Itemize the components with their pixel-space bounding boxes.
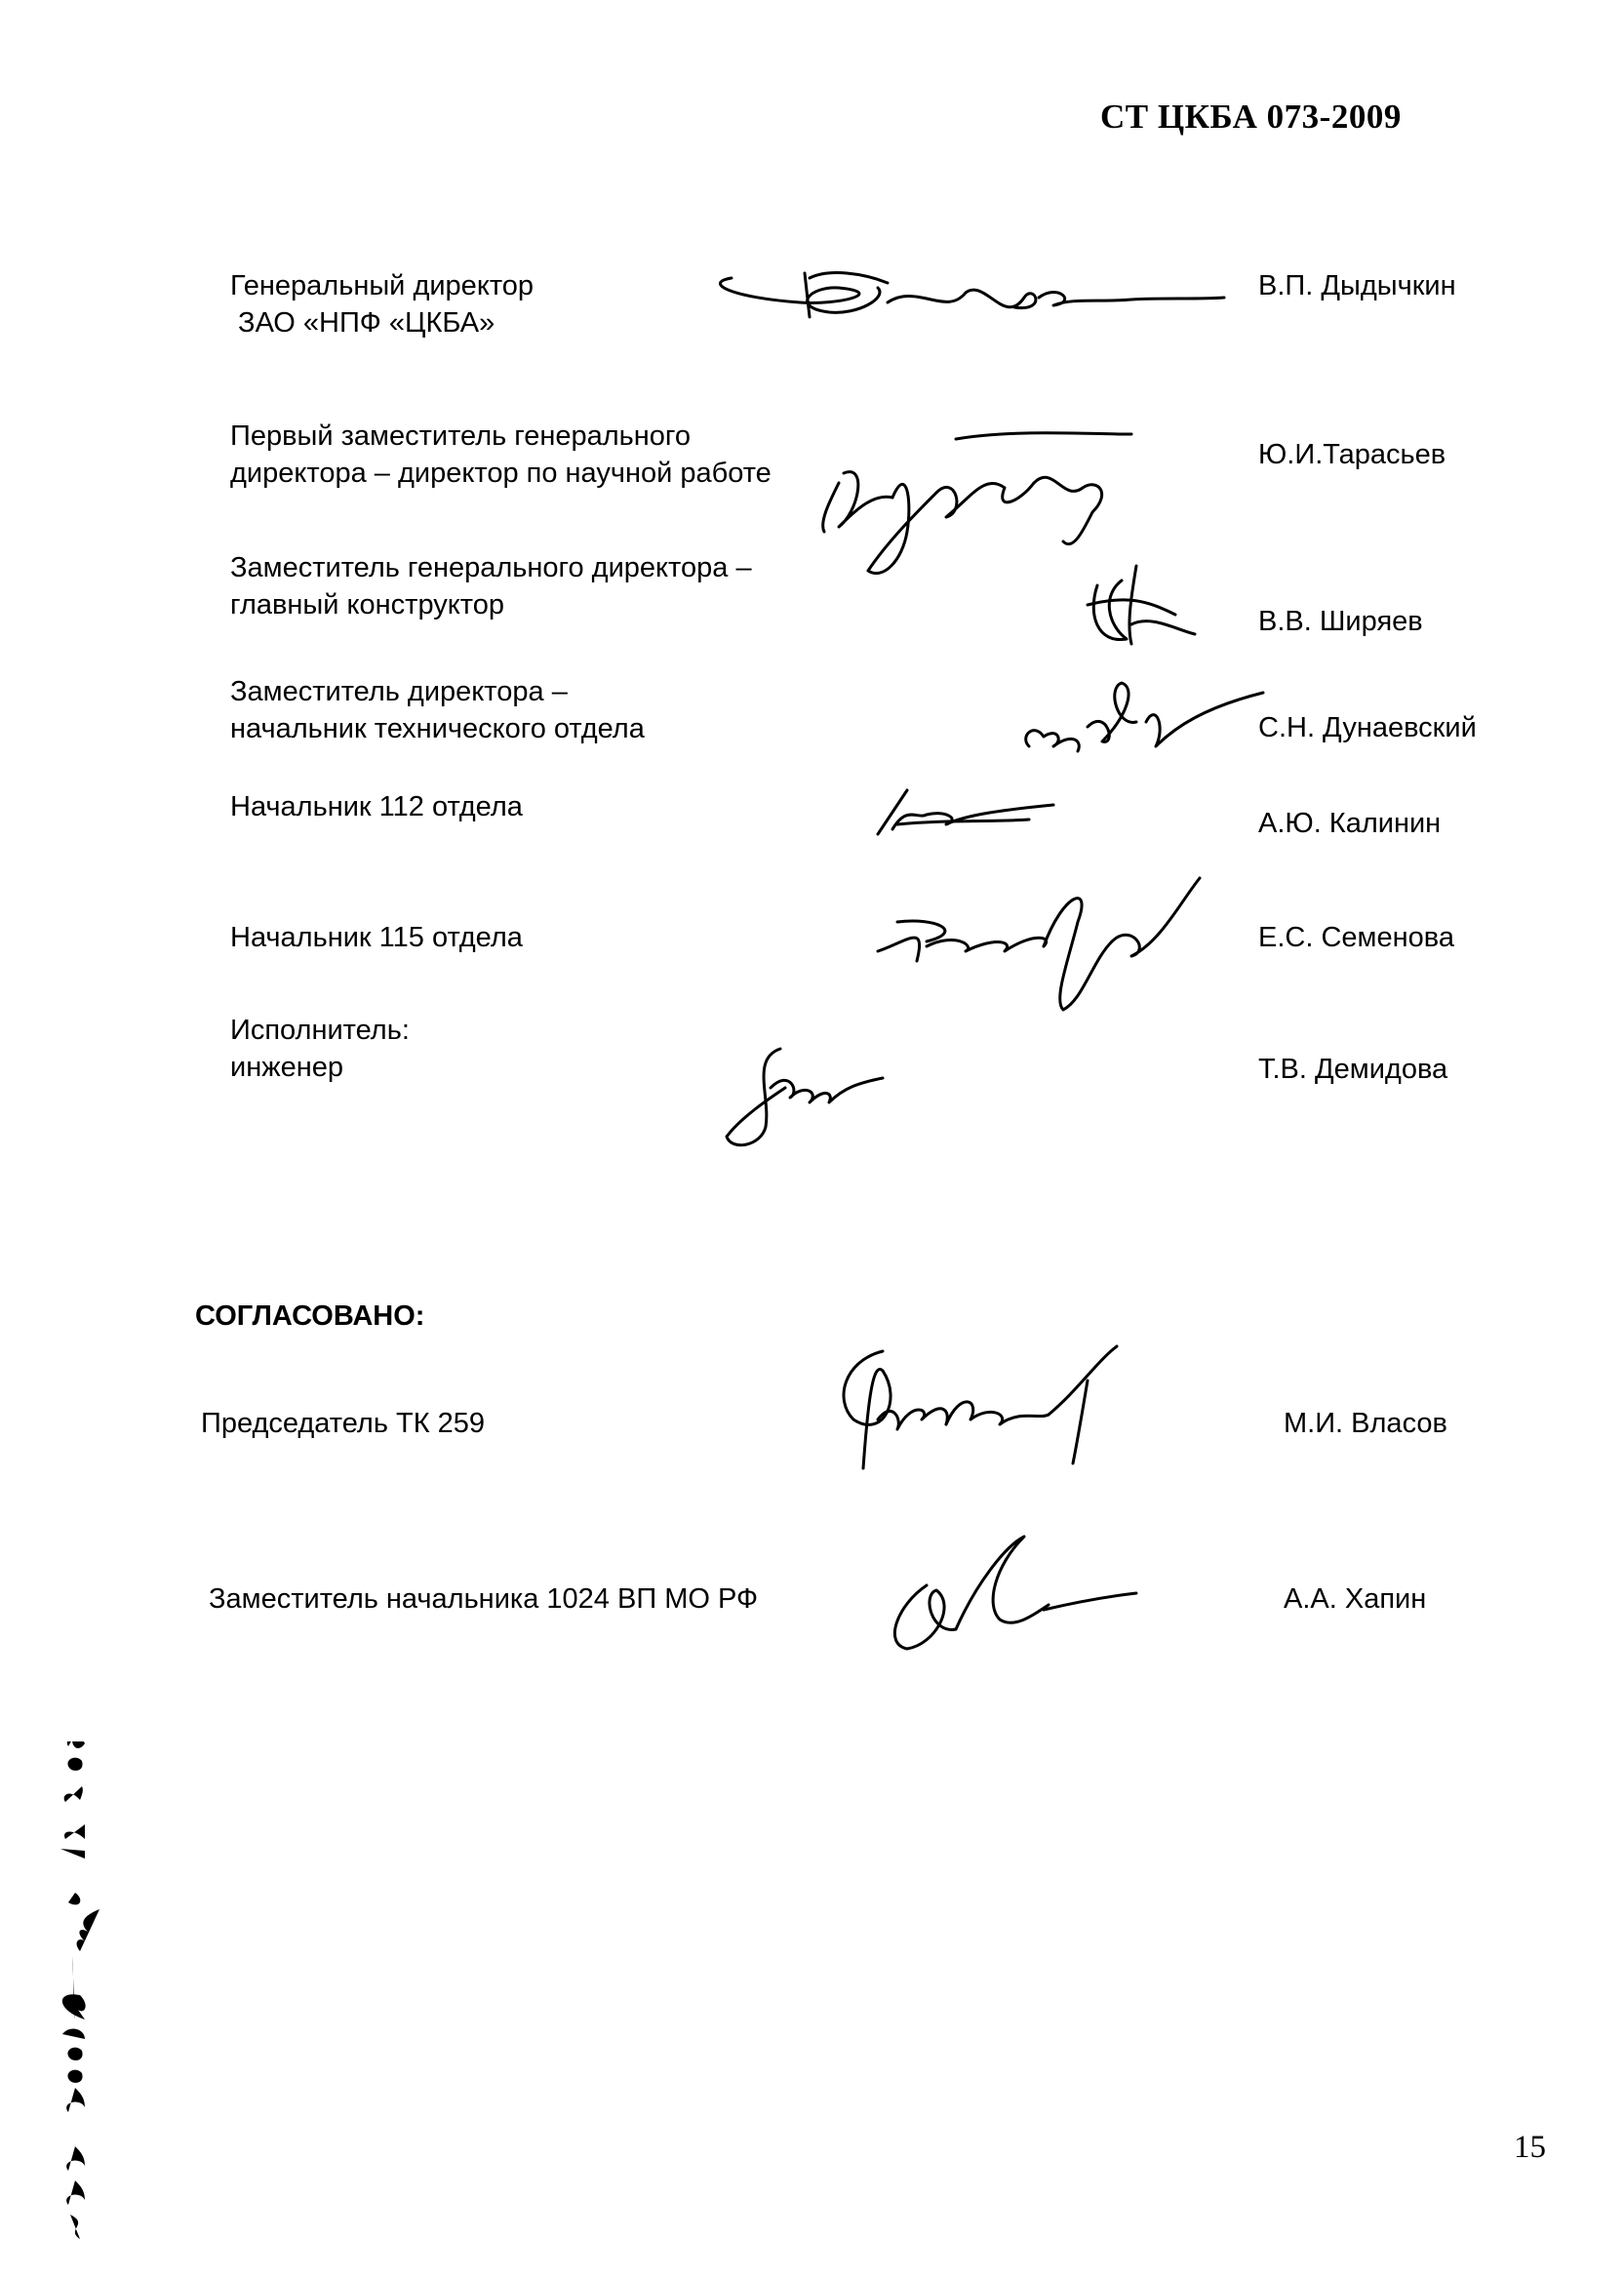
signatory-name: Е.С. Семенова: [1258, 922, 1454, 953]
signatory-name: В.В. Ширяев: [1258, 606, 1423, 637]
position-line: Начальник 115 отдела: [230, 922, 523, 953]
signatory-name: С.Н. Дунаевский: [1258, 712, 1477, 743]
signatory-position: [230, 418, 772, 492]
position-line: Начальник 112 отдела: [230, 791, 523, 822]
signatory-position: [230, 788, 523, 825]
signatory-name: М.И. Власов: [1284, 1408, 1447, 1439]
signature-image: [1010, 668, 1273, 761]
position-line: Заместитель генерального директора –: [230, 552, 752, 583]
position-line: инженер: [230, 1052, 344, 1083]
signature-image: [868, 785, 1063, 844]
signatory-name: Т.В. Демидова: [1258, 1054, 1448, 1085]
position-line: начальник технического отдела: [230, 713, 645, 744]
position-line: Заместитель директора –: [230, 676, 568, 707]
signatory-name: Ю.И.Тарасьев: [1258, 439, 1446, 470]
signatory-position: [230, 1012, 410, 1086]
signatory-name: А.Ю. Калинин: [1258, 808, 1442, 839]
handwritten-margin-note: [51, 1741, 109, 2249]
signature-image: [712, 1039, 888, 1156]
signatory-position: [209, 1580, 758, 1618]
signatory-position: [201, 1405, 485, 1442]
page-number: 15: [1514, 2130, 1546, 2165]
position-line: ЗАО «НПФ «ЦКБА»: [230, 307, 495, 339]
signatory-position: [230, 673, 645, 747]
position-line: Исполнитель:: [230, 1015, 410, 1046]
signature-image: [1068, 556, 1205, 654]
position-line: директора – директор по научной работе: [230, 458, 772, 489]
signature-image: [878, 1527, 1151, 1659]
position-line: Заместитель начальника 1024 ВП МО РФ: [209, 1583, 759, 1615]
agreed-heading: СОГЛАСОВАНО:: [195, 1300, 425, 1332]
position-line: Генеральный директор: [230, 270, 535, 301]
signatory-position: [230, 549, 752, 623]
signatory-position: [230, 267, 534, 341]
signatory-position: [230, 919, 523, 956]
document-code: СТ ЦКБА 073-2009: [1100, 98, 1402, 136]
position-line: Председатель ТК 259: [201, 1408, 486, 1439]
signature-image: [868, 863, 1209, 1015]
signature-image: [693, 249, 1239, 337]
signature-image: [824, 1341, 1136, 1478]
position-line: Первый заместитель генерального: [230, 420, 692, 452]
signatory-name: В.П. Дыдычкин: [1258, 270, 1456, 301]
position-line: главный конструктор: [230, 589, 504, 620]
signatory-name: А.А. Хапин: [1284, 1583, 1427, 1615]
